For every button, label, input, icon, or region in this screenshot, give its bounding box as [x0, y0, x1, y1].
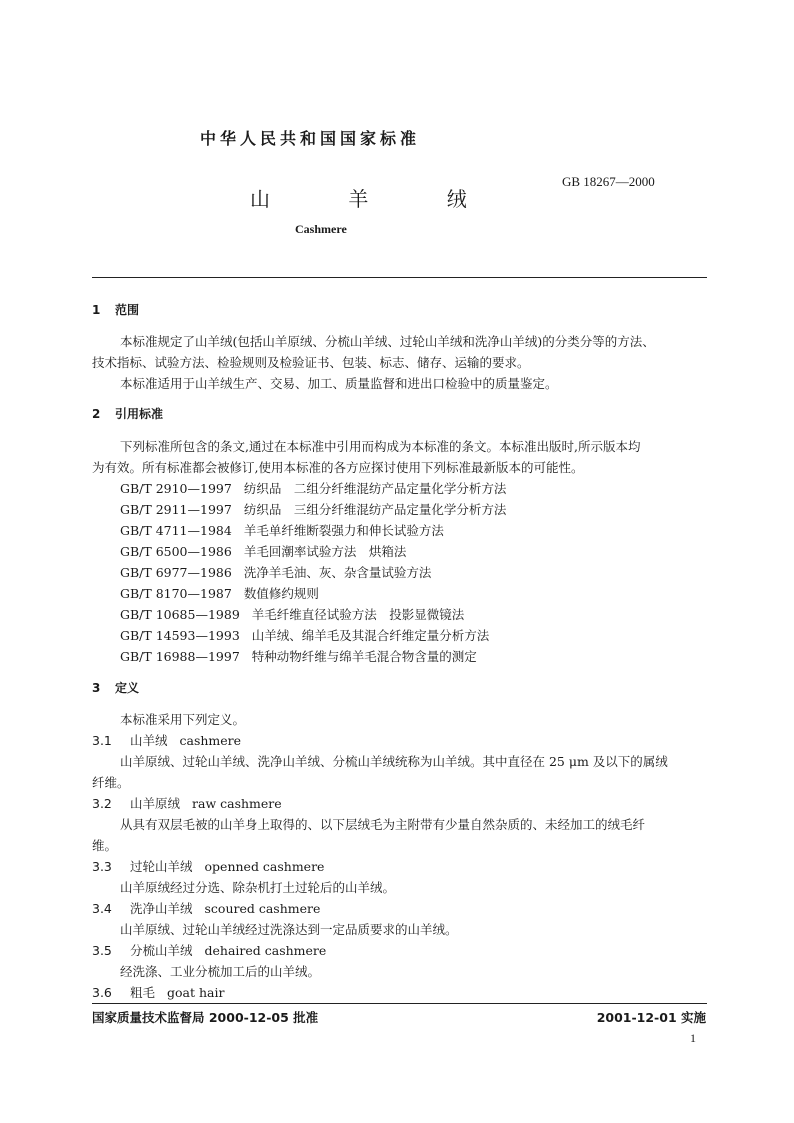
scope-paragraph-line: 技术指标、试验方法、检验规则及检验证书、包装、标志、储存、运输的要求。 [92, 355, 530, 370]
term-heading [92, 794, 282, 812]
term-definition-line: 山羊原绒、过轮山羊绒、洗净山羊绒、分梳山羊绒统称为山羊绒。其中直径在 25 μm 及以下的属绒 [120, 754, 668, 769]
section-number: 1 [92, 303, 101, 317]
reference-item [120, 479, 506, 497]
term-heading [92, 731, 241, 749]
term-number: 3.3 [92, 859, 112, 874]
reference-code: GB/T 14593—1993 [120, 628, 240, 643]
section-number: 3 [92, 681, 101, 695]
term-definition-line: 维。 [92, 838, 118, 853]
references-intro-line: 为有效。所有标准都会被修订,使用本标准的各方应探讨使用下列标准最新版本的可能性。 [92, 460, 584, 475]
term-en: cashmere [179, 733, 242, 748]
term-en: goat hair [167, 985, 225, 1000]
section-title: 范围 [115, 303, 140, 317]
reference-name: 羊毛纤维直径试验方法 投影显微镜法 [251, 607, 465, 622]
header-divider [92, 277, 707, 278]
term-heading [92, 857, 324, 875]
reference-item [120, 500, 506, 518]
reference-code: GB/T 8170—1987 [120, 586, 232, 601]
document-title-zh: 山 羊 绒 [250, 187, 503, 211]
scope-paragraph-line: 本标准规定了山羊绒(包括山羊原绒、分梳山羊绒、过轮山羊绒和洗净山羊绒)的分类分等的方法、 [120, 334, 655, 349]
standard-number: GB 18267—2000 [562, 174, 655, 189]
reference-name: 纺织品 二组分纤维混纺产品定量化学分析方法 [243, 481, 507, 496]
section-heading-scope [92, 301, 139, 318]
reference-name: 羊毛回潮率试验方法 烘箱法 [243, 544, 407, 559]
section-title: 引用标准 [115, 407, 164, 421]
term-zh: 过轮山羊绒 [130, 859, 193, 874]
references-intro-line: 下列标准所包含的条文,通过在本标准中引用而构成为本标准的条文。本标准出版时,所示版本均 [120, 439, 641, 454]
term-definition-line: 经洗涤、工业分梳加工后的山羊绒。 [120, 964, 321, 979]
term-zh: 分梳山羊绒 [130, 943, 193, 958]
footer-divider [92, 1003, 707, 1004]
term-en: dehaired cashmere [204, 943, 327, 958]
reference-name: 特种动物纤维与绵羊毛混合物含量的测定 [251, 649, 477, 664]
implementation-date: 2001-12-01 实施 [596, 1010, 706, 1025]
reference-code: GB/T 6500—1986 [120, 544, 232, 559]
term-definition-line: 山羊原绒、过轮山羊绒经过洗涤达到一定品质要求的山羊绒。 [120, 922, 458, 937]
reference-name: 山羊绒、绵羊毛及其混合纤维定量分析方法 [251, 628, 490, 643]
reference-item [120, 563, 431, 581]
term-number: 3.4 [92, 901, 112, 916]
country-standard-heading: 中华人民共和国国家标准 [200, 129, 421, 148]
reference-code: GB/T 2911—1997 [120, 502, 232, 517]
term-zh: 粗毛 [130, 985, 156, 1000]
reference-item [120, 521, 444, 539]
term-en: openned cashmere [204, 859, 325, 874]
term-heading [92, 899, 320, 917]
term-en: raw cashmere [192, 796, 282, 811]
page-number: 1 [690, 1031, 696, 1045]
term-number: 3.1 [92, 733, 112, 748]
term-zh: 洗净山羊绒 [130, 901, 193, 916]
term-number: 3.2 [92, 796, 112, 811]
reference-item [120, 647, 477, 665]
section-number: 2 [92, 407, 101, 421]
term-definition-line: 山羊原绒经过分选、除杂机打土过轮后的山羊绒。 [120, 880, 396, 895]
reference-item [120, 584, 319, 602]
reference-item [120, 605, 464, 623]
term-definition-line: 从具有双层毛被的山羊身上取得的、以下层绒毛为主附带有少量自然杂质的、未经加工的绒毛纤 [120, 817, 646, 832]
document-title-en: Cashmere [295, 222, 347, 236]
section-heading-definitions [92, 679, 139, 696]
reference-name: 纺织品 三组分纤维混纺产品定量化学分析方法 [243, 502, 507, 517]
term-number: 3.5 [92, 943, 112, 958]
term-heading [92, 983, 224, 1001]
term-heading [92, 941, 326, 959]
section-heading-references [92, 405, 163, 422]
reference-name: 羊毛单纤维断裂强力和伸长试验方法 [243, 523, 444, 538]
term-definition-line: 纤维。 [92, 775, 130, 790]
reference-item [120, 542, 406, 560]
term-en: scoured cashmere [204, 901, 321, 916]
term-zh: 山羊绒 [130, 733, 168, 748]
approval-statement: 国家质量技术监督局 2000-12-05 批准 [92, 1010, 319, 1025]
reference-code: GB/T 4711—1984 [120, 523, 232, 538]
reference-name: 数值修约规则 [243, 586, 319, 601]
reference-code: GB/T 16988—1997 [120, 649, 240, 664]
definitions-intro: 本标准采用下列定义。 [120, 712, 246, 727]
term-zh: 山羊原绒 [130, 796, 181, 811]
reference-code: GB/T 2910—1997 [120, 481, 232, 496]
term-number: 3.6 [92, 985, 112, 1000]
reference-name: 洗净羊毛油、灰、杂含量试验方法 [243, 565, 432, 580]
scope-paragraph: 本标准适用于山羊绒生产、交易、加工、质量监督和进出口检验中的质量鉴定。 [120, 376, 558, 391]
reference-item [120, 626, 489, 644]
reference-code: GB/T 6977—1986 [120, 565, 232, 580]
reference-code: GB/T 10685—1989 [120, 607, 240, 622]
section-title: 定义 [115, 681, 140, 695]
